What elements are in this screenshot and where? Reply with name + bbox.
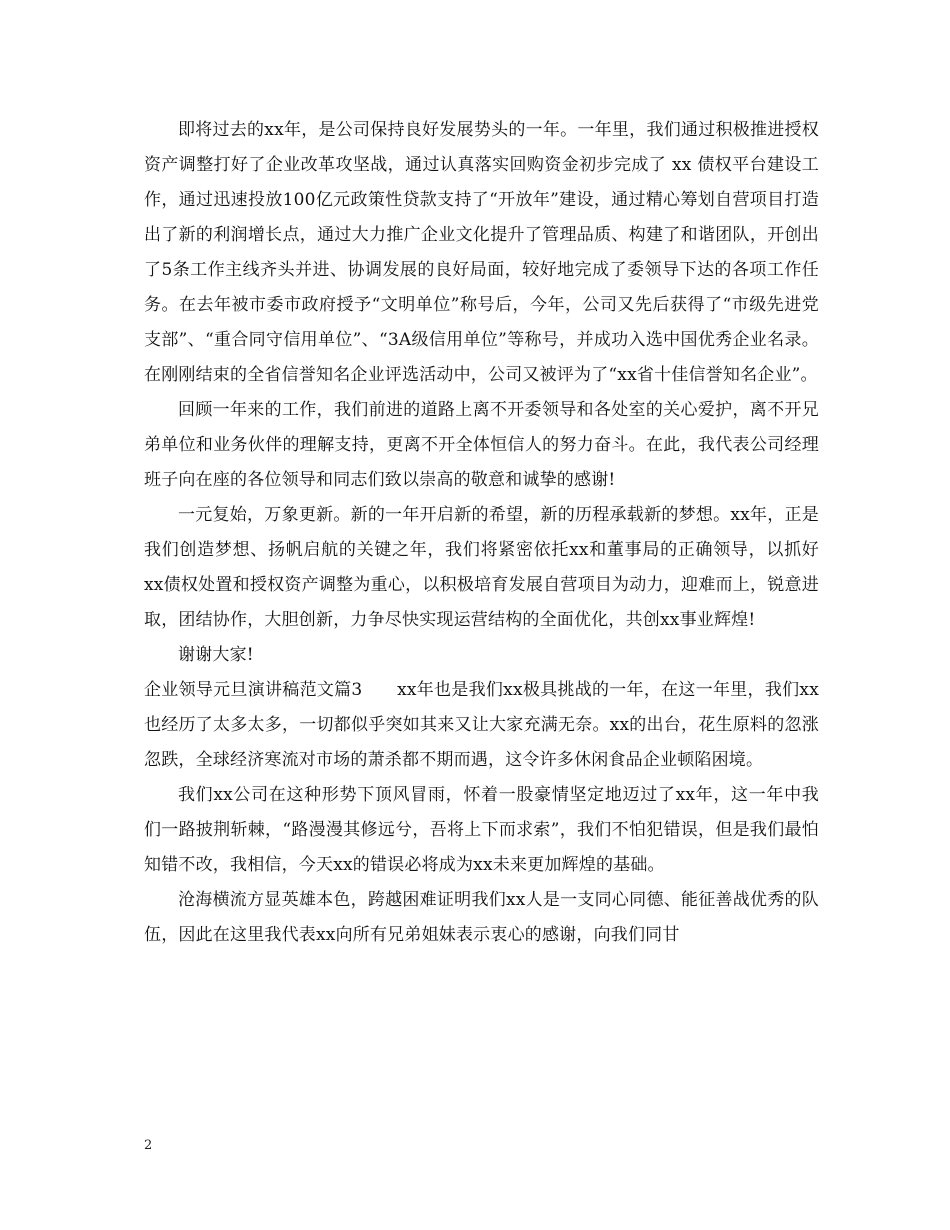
paragraph-6: 我们xx公司在这种形势下顶风冒雨，怀着一股豪情坚定地迈过了xx年，这一年中我们一路披荆斩棘，“路漫漫其修远兮，吾将上下而求索”，我们不怕犯错误，但是我们最怕知错不改，我相信，今天xx的错误必将成为xx未来更加辉煌的基础。	[144, 785, 819, 875]
paragraph-5-heading: 企业领导元旦演讲稿范文篇3 xx年也是我们xx极具挑战的一年，在这一年里，我们xx也经历了太多太多，一切都似乎突如其来又让大家充满无奈。xx的出台，花生原料的忽涨忽跌，全球经济寒流对市场的萧杀都不期而遇，这令许多休闲食品企业顿陷困境。	[144, 680, 819, 770]
document-body	[144, 113, 819, 953]
page-number: 2	[144, 1138, 153, 1153]
paragraph-1: 即将过去的xx年，是公司保持良好发展势头的一年。一年里，我们通过积极推进授权资产调整打好了企业改革攻坚战，通过认真落实回购资金初步完成了 xx 债权平台建设工作，通过迅速投放100亿元政策性贷款支持了“开放年”建设，通过精心筹划自营项目打造出了新的利润增长点，通过大力推广企业文化提升了管理品质、构建了和谐团队，开创出了5条工作主线齐头并进、协调发展的良好局面，较好地完成了委领导下达的各项工作任务。在去年被市委市政府授予“文明单位”称号后，今年，公司又先后获得了“市级先进党支部”、“重合同守信用单位”、“3A级信用单位”等称号，并成功入选中国优秀企业名录。在刚刚结束的全省信誉知名企业评选活动中，公司又被评为了“xx省十佳信誉知名企业”。	[144, 120, 819, 385]
paragraph-7: 沧海横流方显英雄本色，跨越困难证明我们xx人是一支同心同德、能征善战优秀的队伍，因此在这里我代表xx向所有兄弟姐妹表示衷心的感谢，向我们同甘	[144, 890, 819, 945]
paragraph-4: 谢谢大家!	[178, 645, 254, 665]
paragraph-2: 回顾一年来的工作，我们前进的道路上离不开委领导和各处室的关心爱护，离不开兄弟单位和业务伙伴的理解支持，更离不开全体恒信人的努力奋斗。在此，我代表公司经理班子向在座的各位领导和同志们致以崇高的敬意和诚挚的感谢!	[144, 400, 819, 490]
paragraph-3: 一元复始，万象更新。新的一年开启新的希望，新的历程承载新的梦想。xx年，正是我们创造梦想、扬帆启航的关键之年，我们将紧密依托xx和董事局的正确领导，以抓好xx债权处置和授权资产调整为重心，以积极培育发展自营项目为动力，迎难而上，锐意进取，团结协作，大胆创新，力争尽快实现运营结构的全面优化，共创xx事业辉煌!	[144, 505, 819, 630]
